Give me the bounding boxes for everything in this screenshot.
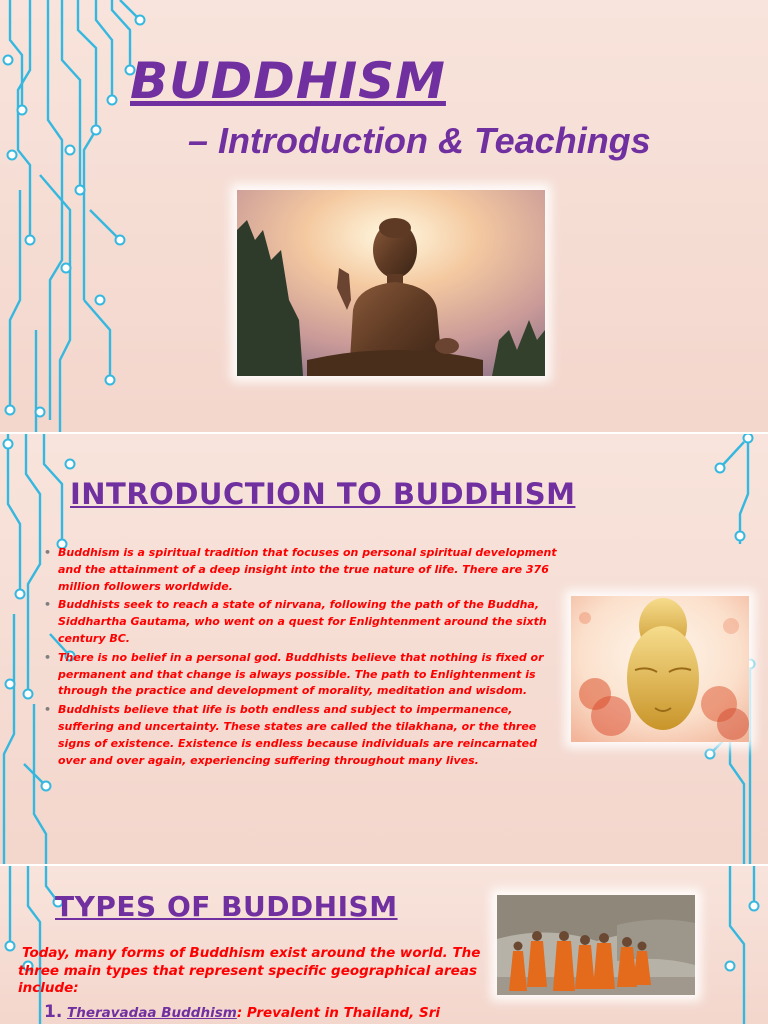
monks-image xyxy=(497,895,695,995)
list-item: • Buddhists seek to reach a state of nirvana, following the path of the Buddha, Siddhartha Gautama, who went on a quest for Enlightenment around the sixth century BC. xyxy=(44,597,564,647)
list-item-text: : Prevalent in Thailand, Sri xyxy=(236,1005,441,1021)
list-item: • Buddhism is a spiritual tradition that focuses on personal spiritual development and the attainment of a deep insight into the true nature of life. There are 376 million followers worldwide. xyxy=(44,545,564,595)
presentation-title: BUDDHISM xyxy=(130,52,446,110)
presentation-subtitle: – Introduction & Teachings xyxy=(188,120,651,161)
buddha-statue-image xyxy=(237,190,545,376)
slide-title xyxy=(0,0,768,432)
list-item: • Buddhists believe that life is both endless and subject to impermanence, suffering and uncertainty. These states are called the tilakhana, or the three signs of existence. Existence is endless because individuals are reincarnated over and over again, experiencing suffering throughout many lives. xyxy=(44,702,564,769)
golden-buddha-image xyxy=(571,596,749,742)
types-heading: TYPES OF BUDDHISM xyxy=(55,890,398,923)
theravada-link[interactable]: Theravadaa Buddhism xyxy=(67,1005,237,1021)
circuit-decoration-right xyxy=(710,866,768,1024)
introduction-heading: INTRODUCTION TO BUDDHISM xyxy=(70,477,576,511)
types-intro-text: Today, many forms of Buddhism exist around the world. The three main types that represent specific geographical areas include: xyxy=(18,945,481,996)
list-number: 1. xyxy=(44,1002,63,1022)
list-item: • There is no belief in a personal god. Buddhists believe that nothing is fixed or permanent and that change is always possible. The path to Enlightenment is through the practice and development of morality, meditation and wisdom. xyxy=(44,650,564,700)
introduction-bullet-list xyxy=(44,545,564,771)
types-list-item xyxy=(44,1002,514,1022)
